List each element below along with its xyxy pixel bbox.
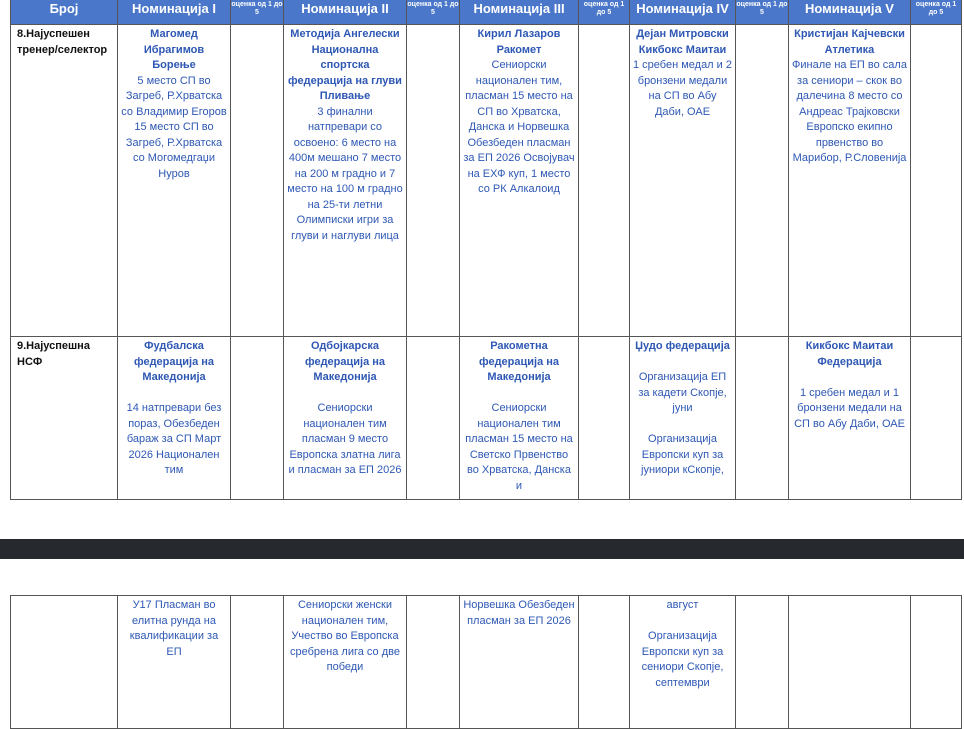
score-cell[interactable]	[231, 25, 284, 337]
nominee-achievement: август	[666, 599, 699, 611]
score-cell[interactable]	[231, 596, 284, 729]
score-cell[interactable]	[407, 596, 460, 729]
nominee-name: Џудо федерација	[635, 340, 730, 352]
nominee-achievement: 1 сребен медал и 1 бронзени медали на СП во Абу Даби, ОАЕ	[794, 386, 905, 430]
nominee-achievement: 5 место СП во Загреб, Р.Хрватска со Владимир Егоров 15 место СП во Загреб, Р.Хрватска со Могомедгаџи Нуров	[121, 74, 227, 180]
nominee-achievement: 3 финални натпревари со освоено: 6 место на 400м мешано 7 место на 200 м градно и 7 место на 100 м градно на 25-ти летни Олимписки игри за глуви и наглуви лица	[287, 105, 403, 242]
header-nomination-1: Номинација I	[118, 0, 231, 25]
header-score-3: оценка од 1 до 5	[579, 0, 630, 25]
score-cell[interactable]	[407, 25, 460, 337]
header-score-2: оценка од 1 до 5	[407, 0, 460, 25]
score-cell[interactable]	[579, 25, 630, 337]
nominee-achievement: Организација Европски куп за јуниори кСкопје,	[641, 433, 724, 476]
category-label: 8.Најуспешен тренер/селектор	[11, 25, 118, 337]
header-score-1: оценка од 1 до 5	[231, 0, 284, 25]
score-cell[interactable]	[911, 596, 962, 729]
score-cell[interactable]	[736, 25, 789, 337]
nominee-name: Одбојкарска федерација на Македонија	[304, 340, 386, 383]
header-nomination-5: Номинација V	[789, 0, 911, 25]
header-nomination-4: Номинација IV	[630, 0, 736, 25]
nominee-name: Кикбокс Маитаи Федерација	[805, 340, 894, 368]
nomination-cell	[460, 337, 579, 500]
header-row	[11, 0, 962, 25]
nominee-name: Методија Ангелески Национална спортска федерација на глуви Пливање	[288, 28, 402, 102]
score-cell[interactable]	[736, 337, 789, 500]
nomination-cell	[630, 596, 736, 729]
nominee-achievement: У17 Пласман во елитна рунда на квалификации за ЕП	[129, 599, 219, 658]
nomination-cell	[460, 596, 579, 729]
score-cell[interactable]	[736, 596, 789, 729]
nomination-cell	[118, 337, 231, 500]
table-row	[11, 337, 962, 500]
nomination-cell	[789, 596, 911, 729]
table-row	[11, 596, 962, 729]
nominee-achievement: Сениорски национален тим, пласман 15 место на СП во Хрватска, Данска и Норвешка Обезбеден пласман за ЕП 2026 Освојувач на ЕХФ куп, 1 место со РК Алкалоид	[463, 59, 575, 195]
nominee-achievement: Организација Европски куп за сениори Скопје, септември	[641, 630, 724, 689]
nomination-cell	[284, 596, 407, 729]
score-cell[interactable]	[911, 25, 962, 337]
nominee-name: Фудбалска федерација на Македонија	[133, 340, 215, 383]
table-row	[11, 25, 962, 337]
nomination-cell	[284, 25, 407, 337]
header-nomination-2: Номинација II	[284, 0, 407, 25]
header-score-5: оценка од 1 до 5	[911, 0, 962, 25]
score-cell[interactable]	[911, 337, 962, 500]
nominee-achievement: Организација ЕП за кадети Скопје, јуни	[638, 371, 727, 414]
category-label	[11, 596, 118, 729]
nomination-cell	[460, 25, 579, 337]
nominee-achievement: 14 натпревари без пораз, Обезбеден бараж за СП Март 2026 Национален тим	[126, 402, 222, 476]
category-label: 9.Најуспешна НСФ	[11, 337, 118, 500]
page-break-divider	[0, 539, 964, 559]
nomination-cell	[789, 337, 911, 500]
nominee-achievement: Сениорски национален тим пласман 9 место Европска златна лига и пласман за ЕП 2026	[288, 402, 402, 476]
score-cell[interactable]	[579, 596, 630, 729]
nomination-cell	[118, 596, 231, 729]
header-nomination-3: Номинација III	[460, 0, 579, 25]
nominee-name: Дејан Митровски Кикбокс Маитаи	[636, 28, 729, 56]
score-cell[interactable]	[407, 337, 460, 500]
nominee-achievement: Финале на ЕП во сала за сениори – скок во далечина 8 место со Андреас Трајковски Европско екипно првенство во Марибор, Р.Словенија	[792, 59, 907, 164]
score-cell[interactable]	[231, 337, 284, 500]
header-number: Број	[11, 0, 118, 25]
nominee-achievement: 1 сребен медал и 2 бронзени медали на СП во Абу Даби, ОАЕ	[633, 59, 732, 118]
nomination-cell	[789, 25, 911, 337]
nominee-name: Кирил Лазаров Ракомет	[477, 28, 561, 56]
nomination-cell	[630, 337, 736, 500]
nominee-name: Кристијан Кајчевски Атлетика	[794, 28, 905, 56]
nomination-cell	[284, 337, 407, 500]
nominations-table-continued	[10, 595, 962, 729]
nomination-cell	[630, 25, 736, 337]
score-cell[interactable]	[579, 337, 630, 500]
nominations-table	[10, 0, 962, 500]
nominee-achievement: Норвешка Обезбеден пласман за ЕП 2026	[463, 599, 575, 627]
nominee-achievement: Сениорски национален тим пласман 15 место на Светско Првенство во Хрватска, Данска и	[465, 402, 573, 492]
nominee-name: Ракометна федерација на Македонија	[478, 340, 560, 383]
nominee-achievement: Сениорски женски национален тим, Учество во Европска сребрена лига со две победи	[290, 599, 400, 673]
nominee-name: Магомед Ибрагимов Борење	[143, 28, 205, 71]
nomination-cell	[118, 25, 231, 337]
header-score-4: оценка од 1 до 5	[736, 0, 789, 25]
